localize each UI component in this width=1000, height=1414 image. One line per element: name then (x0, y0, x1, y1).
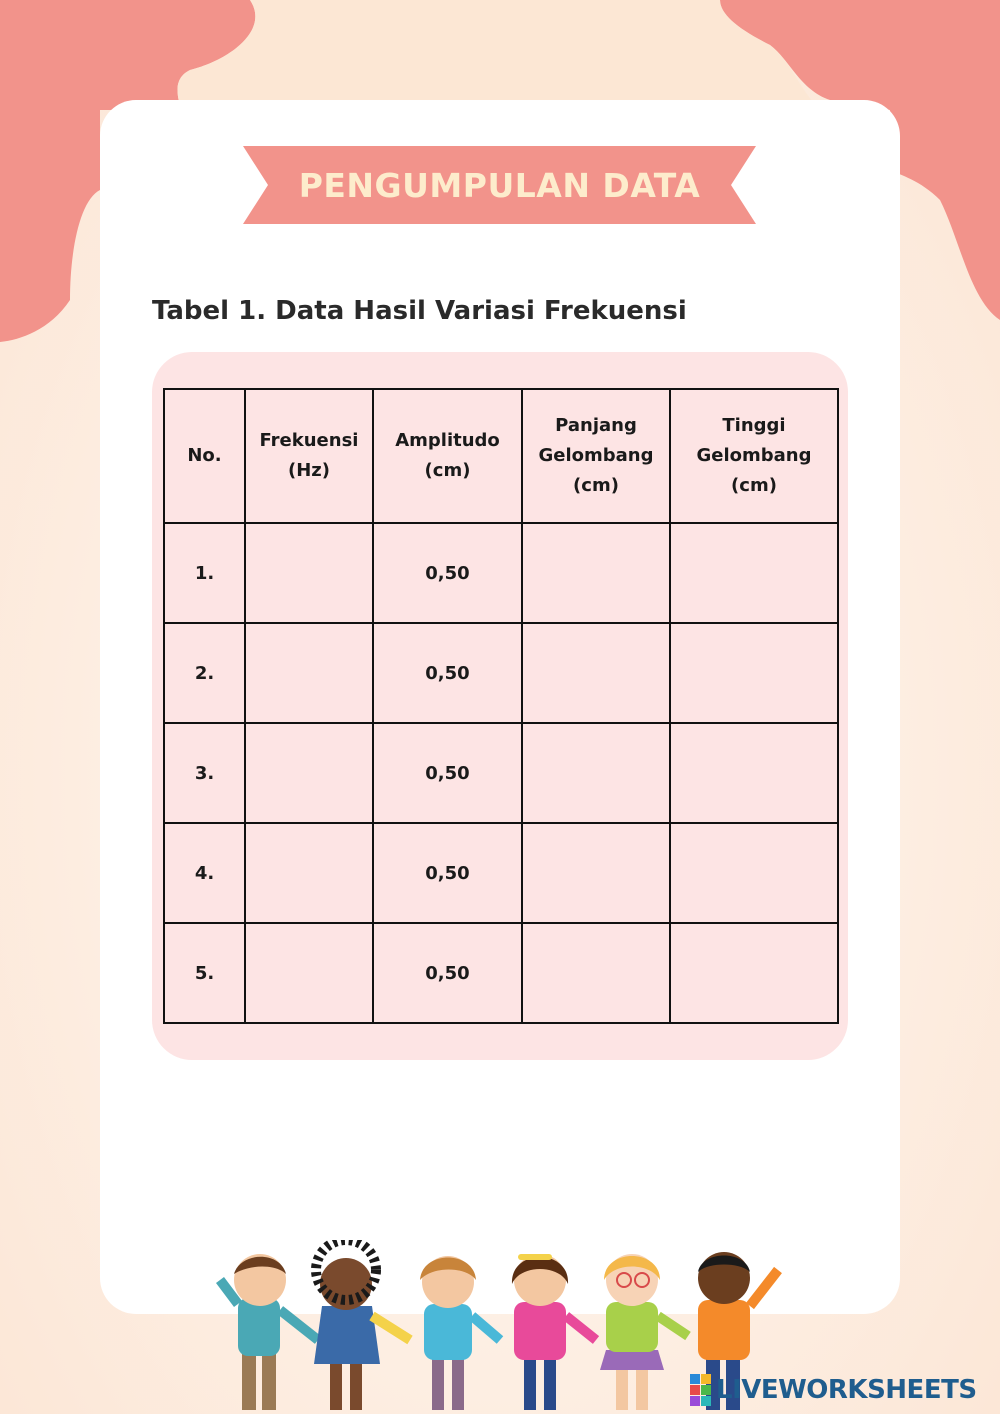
cell-frekuensi-input[interactable] (245, 923, 373, 1023)
page-title: PENGUMPULAN DATA (298, 165, 701, 205)
cell-frekuensi-input[interactable] (245, 823, 373, 923)
liveworksheets-logo (690, 1372, 990, 1408)
cell-panjang-input[interactable] (522, 623, 670, 723)
cell-amplitudo: 0,50 (373, 923, 522, 1023)
cell-no: 2. (164, 623, 245, 723)
liveworksheets-badge-icon (690, 1374, 712, 1406)
cell-tinggi-input[interactable] (670, 823, 838, 923)
data-table (163, 388, 839, 1024)
cell-tinggi-input[interactable] (670, 923, 838, 1023)
cell-panjang-input[interactable] (522, 523, 670, 623)
cell-no: 1. (164, 523, 245, 623)
header-tinggi-gelombang: Tinggi Gelombang (cm) (670, 389, 838, 523)
table-title: Tabel 1. Data Hasil Variasi Frekuensi (152, 296, 687, 326)
table-row (164, 823, 838, 923)
table-row (164, 723, 838, 823)
header-amplitudo: Amplitudo (cm) (373, 389, 522, 523)
cell-no: 3. (164, 723, 245, 823)
header-frekuensi: Frekuensi (Hz) (245, 389, 373, 523)
header-panjang-gelombang: Panjang Gelombang (cm) (522, 389, 670, 523)
cell-amplitudo: 0,50 (373, 623, 522, 723)
table-header-row (164, 389, 838, 523)
cell-amplitudo: 0,50 (373, 823, 522, 923)
cell-frekuensi-input[interactable] (245, 723, 373, 823)
cell-panjang-input[interactable] (522, 823, 670, 923)
cell-frekuensi-input[interactable] (245, 523, 373, 623)
cell-amplitudo: 0,50 (373, 723, 522, 823)
cell-frekuensi-input[interactable] (245, 623, 373, 723)
cell-amplitudo: 0,50 (373, 523, 522, 623)
cell-tinggi-input[interactable] (670, 623, 838, 723)
table-row (164, 923, 838, 1023)
cell-tinggi-input[interactable] (670, 723, 838, 823)
cell-panjang-input[interactable] (522, 723, 670, 823)
cell-no: 4. (164, 823, 245, 923)
table-row (164, 623, 838, 723)
cell-panjang-input[interactable] (522, 923, 670, 1023)
cell-tinggi-input[interactable] (670, 523, 838, 623)
header-no: No. (164, 389, 245, 523)
liveworksheets-wordmark: LIVEWORKSHEETS (716, 1375, 977, 1405)
cell-no: 5. (164, 923, 245, 1023)
table-row (164, 523, 838, 623)
